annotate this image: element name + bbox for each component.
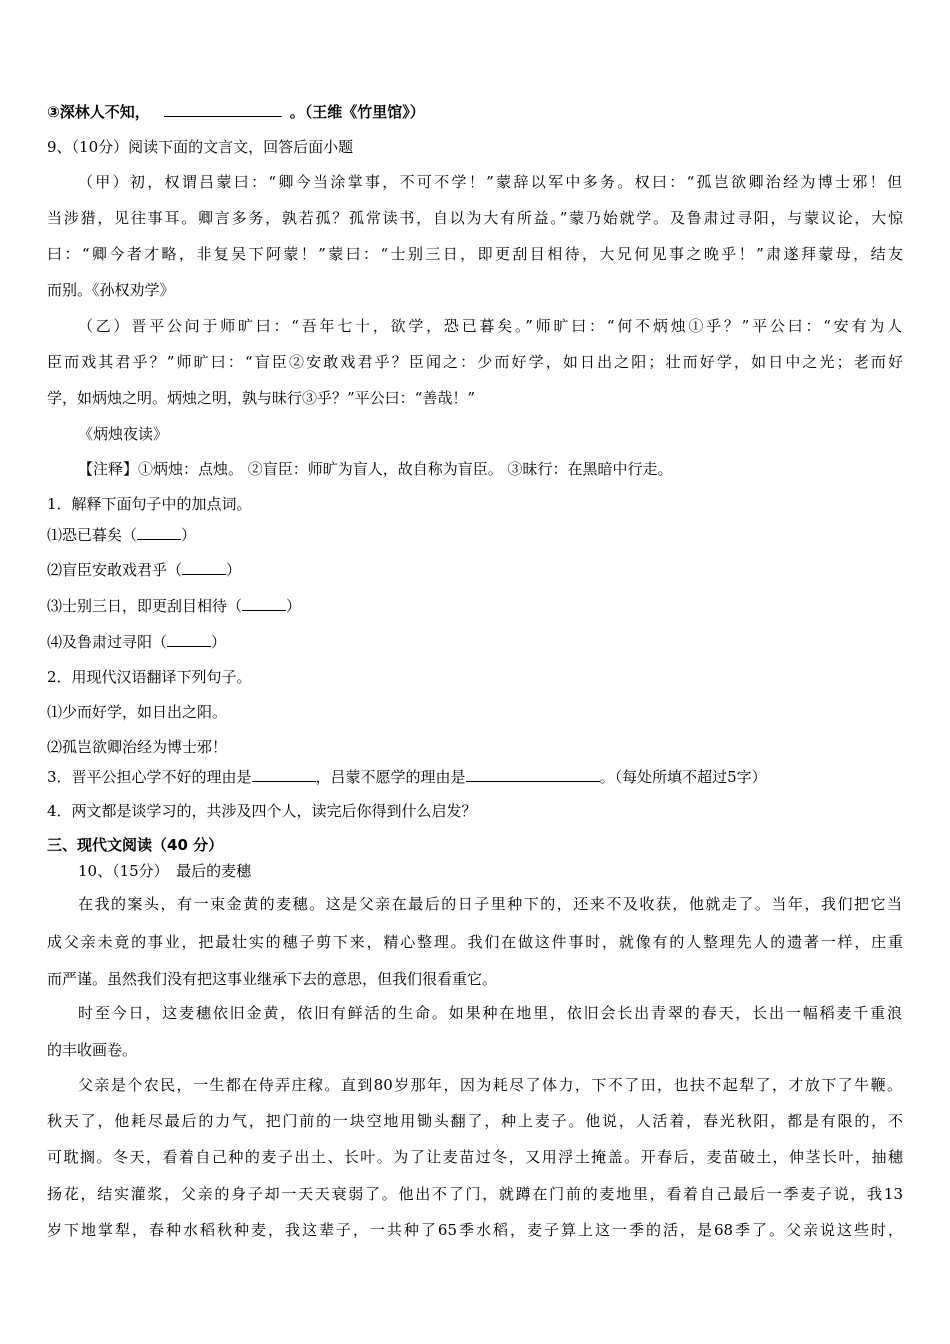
passage-line: 而严谨。虽然我们没有把这事业继承下去的意思，但我们很看重它。 xyxy=(47,970,498,988)
item-label: ⑵盲臣安敢戏君乎（ xyxy=(47,561,183,579)
q9-sub2-prompt: 2．用现代汉语翻译下列句子。 xyxy=(47,668,252,686)
item-label: ⑷及鲁肃过寻阳（ xyxy=(47,633,168,651)
answer-blank[interactable] xyxy=(182,560,226,575)
poem-prefix: ③深林人不知， xyxy=(47,103,150,121)
q9-jia-line: （甲）初，权谓吕蒙曰：“卿今当涂掌事，不可不学！”蒙辞以军中多务。权曰：“孤岂欲卿治经为博士邪！但 xyxy=(78,173,902,191)
item-label: ⑴恐已暮矣（ xyxy=(47,526,138,544)
passage-line: 在我的案头，有一束金黄的麦穗。这是父亲在最后的日子里种下的，还来不及收获，他就走了。当年，我们把它当 xyxy=(78,895,902,913)
q9-sub4: 4．两文都是谈学习的，共涉及四个人，读完后你得到什么启发？ xyxy=(47,802,477,820)
answer-blank[interactable] xyxy=(466,767,600,782)
q9-jia-line: 当涉猎，见往事耳。卿言多务，孰若孤？孤常读书，自以为大有所益。”蒙乃始就学。及鲁肃过寻阳，与蒙议论，大惊 xyxy=(47,209,903,227)
item-close: ） xyxy=(181,526,197,544)
passage-line: 时至今日，这麦穗依旧金黄，依旧有鲜活的生命。如果种在地里，依旧会长出青翠的春天，长出一幅稻麦千重浪 xyxy=(78,1004,902,1022)
item-label: ⑶士别三日，即更刮目相待（ xyxy=(47,597,243,615)
q9-jia-line: 曰：“卿今者才略，非复吴下阿蒙！”蒙曰：“士别三日，即更刮目相待，大兄何见事之晚乎！”肃遂拜蒙母，结友 xyxy=(47,245,903,263)
passage-line: 成父亲未竟的事业，把最壮实的穗子剪下来，精心整理。我们在做这件事时，就像有的人整理先人的遗著一样，庄重 xyxy=(47,933,903,951)
poem-suffix: 。（王维《竹里馆》） xyxy=(289,103,425,121)
poem-answer-blank[interactable] xyxy=(164,102,282,117)
q9-notes: 【注释】①炳烛：点烛。 ②盲臣：师旷为盲人，故自称为盲臣。 ③昧行：在黑暗中行走。 xyxy=(78,460,673,478)
poem-fill-line xyxy=(47,102,425,122)
item-close: ） xyxy=(226,561,242,579)
answer-blank[interactable] xyxy=(137,525,181,540)
q9-yi-line: （乙）晋平公问于师旷曰：“吾年七十，欲学，恐已暮矣。”师旷曰：“何不炳烛①乎？”平公曰：“安有为人 xyxy=(78,317,902,335)
q9-yi-source: 《炳烛夜读》 xyxy=(78,425,169,443)
answer-blank[interactable] xyxy=(242,596,286,611)
passage-line: 岁下地掌犁，春种水稻秋种麦，我这辈子，一共种了65季水稻，麦子算上这一季的活，是68季了。父亲说这些时， xyxy=(47,1221,903,1239)
item-close: ） xyxy=(211,633,227,651)
q9-jia-line: 而别。《孙权劝学》 xyxy=(47,281,175,299)
sub3-part1: 3．晋平公担心学不好的理由是 xyxy=(47,768,252,786)
sub3-part2: ，吕蒙不愿学的理由是 xyxy=(315,768,466,786)
q10-title: 10、（15分） 最后的麦穗 xyxy=(78,862,252,880)
q9-sub1-item xyxy=(47,525,196,545)
passage-line: 秋天了，他耗尽最后的力气，把门前的一块空地用锄头翻了，种上麦子。他说，人活着，春光秋阳，都是有限的，不 xyxy=(47,1112,903,1130)
q9-sub2-item: ⑵孤岂欲卿治经为博士邪！ xyxy=(47,738,228,756)
passage-line: 父亲是个农民，一生都在侍弄庄稼。直到80岁那年，因为耗尽了体力，下不了田，也扶不起犁了，才放下了牛鞭。 xyxy=(78,1076,902,1094)
answer-blank[interactable] xyxy=(167,632,211,647)
q9-sub2-item: ⑴少而好学，如日出之阳。 xyxy=(47,703,228,721)
item-close: ） xyxy=(286,597,302,615)
section3-heading: 三、现代文阅读（40 分） xyxy=(47,836,224,854)
q9-sub1-item xyxy=(47,632,226,652)
q9-title: 9、（10分）阅读下面的文言文，回答后面小题 xyxy=(47,138,354,156)
passage-line: 扬花，结实灌浆，父亲的身子却一天天衰弱了。他出不了门，就蹲在门前的麦地里，看着自己最后一季麦子说，我13 xyxy=(47,1185,903,1203)
passage-line: 的丰收画卷。 xyxy=(47,1041,138,1059)
sub3-part3: 。（每处所填不超过5字） xyxy=(599,768,767,786)
passage-line: 可耽搁。冬天，看着自己种的麦子出土、长叶。为了让麦苗过冬，又用浮土掩盖。开春后，麦苗破土，伸茎长叶，抽穗 xyxy=(47,1148,903,1166)
q9-sub1-prompt: 1．解释下面句子中的加点词。 xyxy=(47,495,252,513)
answer-blank[interactable] xyxy=(252,767,316,782)
q9-sub3 xyxy=(47,767,767,787)
q9-sub1-item xyxy=(47,596,301,616)
q9-yi-line: 学，如炳烛之明。炳烛之明，孰与昧行③乎？”平公曰：“善哉！” xyxy=(47,389,476,407)
q9-yi-line: 臣而戏其君乎？”师旷曰：“盲臣②安敢戏君乎？臣闻之：少而好学，如日出之阳；壮而好学，如日中之光；老而好 xyxy=(47,353,903,371)
q9-sub1-item xyxy=(47,560,241,580)
